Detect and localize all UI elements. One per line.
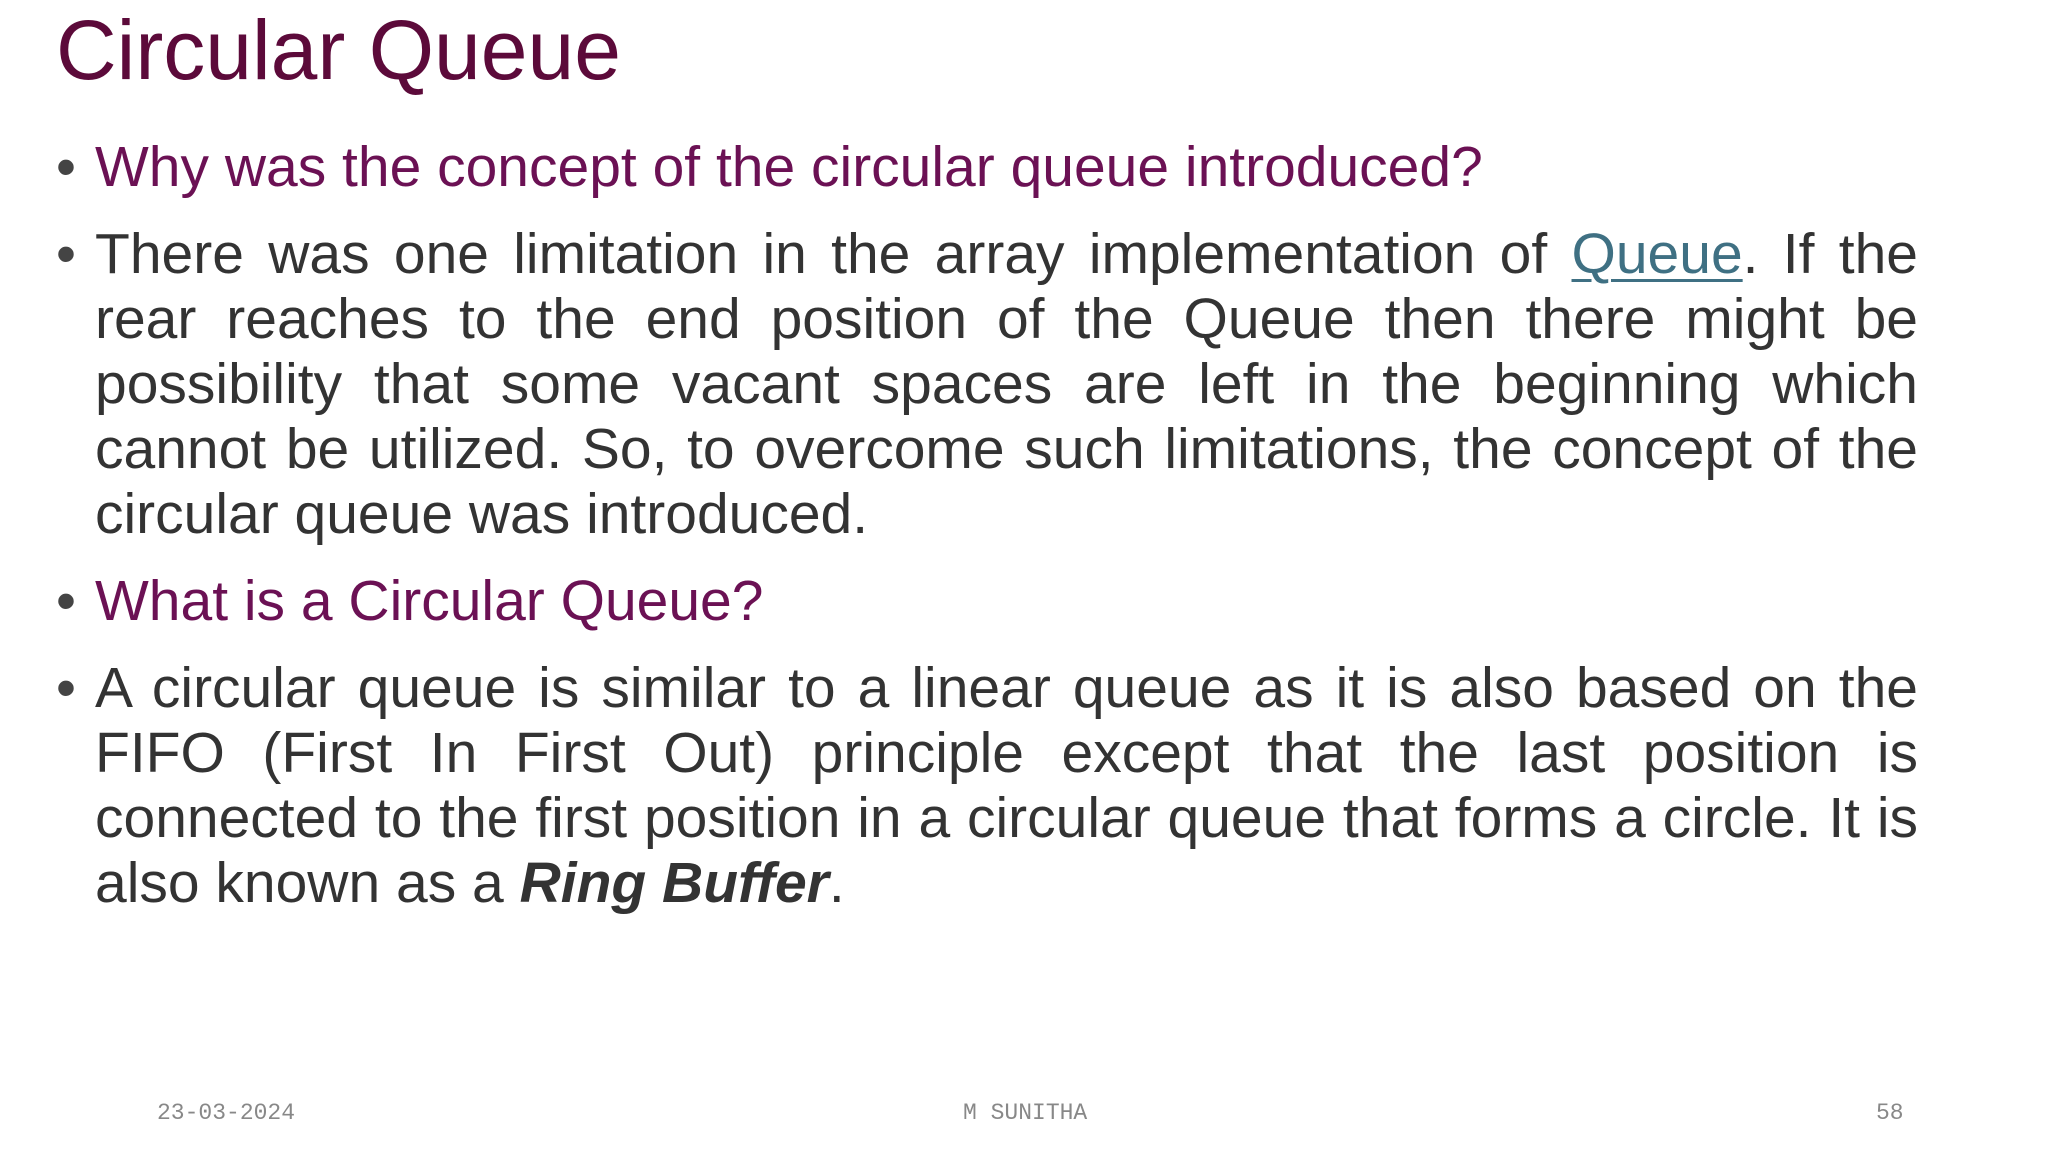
bullet-question-what — [56, 569, 1918, 634]
bullet-text-before-link: There was one limitation in the array implementation of — [95, 222, 1572, 286]
bullet-text: What is a Circular Queue? — [95, 569, 764, 633]
bullet-dot-icon: • — [56, 135, 76, 199]
bullet-definition — [56, 656, 1918, 916]
footer-date: 23-03-2024 — [157, 1100, 296, 1126]
footer-author: M SUNITHA — [963, 1100, 1088, 1126]
bullet-dot-icon: • — [56, 569, 76, 633]
bullet-limitation-explanation — [56, 222, 1918, 547]
bullet-text-after-link: . If the rear reaches to the end position of the Queue then there might be possibility that some vacant spaces are left in the beginning which cannot be utilized. So, to overcome such limitations, the concept of the circular queue was introduced. — [95, 222, 1919, 546]
bullet-text: Why was the concept of the circular queue introduced? — [95, 135, 1483, 199]
bullet-list — [56, 135, 1918, 938]
bullet-dot-icon: • — [56, 222, 76, 286]
bullet-dot-icon: • — [56, 656, 76, 720]
bullet-text-after-emphasis: . — [828, 851, 845, 915]
bullet-question-why — [56, 135, 1918, 200]
footer-page-number: 58 — [1876, 1100, 1904, 1126]
slide-title: Circular Queue — [56, 3, 621, 97]
ring-buffer-term: Ring Buffer — [519, 851, 829, 915]
bullet-text-before-emphasis: A circular queue is similar to a linear queue as it is also based on the FIFO (First In First Out) principle except that the last position is connected to the first position in a circular queue that forms a circle. It is also known as a — [95, 656, 1918, 915]
queue-link[interactable]: Queue — [1571, 222, 1743, 286]
